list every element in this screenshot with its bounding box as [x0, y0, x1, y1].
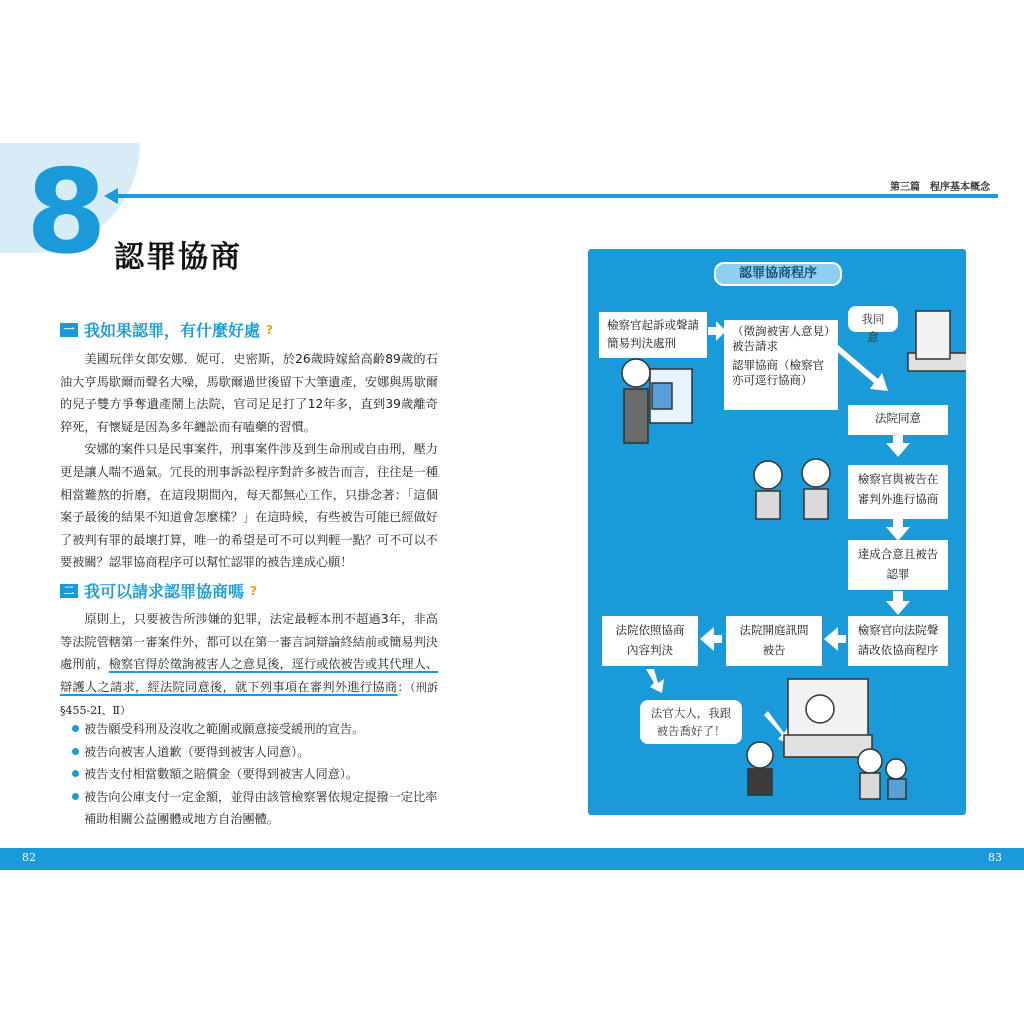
step-request-line1: （徵詢被害人意見）	[732, 324, 836, 338]
negotiation-illustration	[754, 459, 830, 519]
flowchart-graphics	[588, 249, 966, 815]
section2-heading-text: 我可以請求認罪協商嗎	[84, 582, 245, 601]
statute-citation: （刑訴§455-2Ⅰ、Ⅱ）	[60, 680, 439, 718]
section2-number: 二	[60, 584, 78, 598]
step-court-agree: 法院同意	[848, 405, 948, 435]
question-mark-icon: ?	[250, 583, 257, 598]
section2-paragraph	[60, 608, 438, 723]
page-number-right: 83	[988, 851, 1002, 864]
prosecutor-illustration	[622, 359, 692, 443]
section1-heading-text: 我如果認罪，有什麼好處	[84, 321, 261, 340]
list-item: 被告向公庫支付一定金額，並得由該管檢察署依規定提撥一定比率補助相關公益團體或地方自治團體。	[74, 786, 440, 831]
section-label: 第三篇 程序基本概念	[890, 182, 990, 193]
list-item: 被告願受科刑及沒收之範圍或願意接受緩刑的宣告。	[74, 718, 440, 741]
list-item: 被告支付相當數額之賠償金（要得到被害人同意）。	[74, 763, 440, 786]
step-court-judgment: 法院依照協商內容判決	[602, 616, 698, 666]
flowchart-title: 認罪協商程序	[714, 262, 842, 286]
chapter-number: 8	[26, 145, 107, 280]
footer-bar	[0, 848, 1024, 870]
step-request-line3: 認罪協商（檢察官亦可逕行協商）	[732, 358, 824, 387]
step-agreement-reached: 達成合意且被告認罪	[848, 540, 948, 590]
header-rule	[114, 194, 998, 198]
step-court-hearing: 法院開庭訊問被告	[726, 616, 822, 666]
section1-paragraph1: 美國玩伴女郎安娜．妮可．史密斯，於26歲時嫁給高齡89歲的石油大亨馬歇爾而聲名大噪，馬歇爾過世後留下大筆遺產，安娜與馬歇爾的兒子雙方爭奪遺產鬧上法院，官司足足打了12年多，直到39歲離奇猝死，有懷疑是因為多年纏訟而有嗑藥的習慣。	[60, 352, 438, 434]
section1-heading	[60, 318, 273, 341]
section1-number: 一	[60, 323, 78, 337]
list-item: 被告向被害人道歉（要得到被害人同意）。	[74, 741, 440, 764]
speech-bubble-defendant: 法官大人，我跟被告喬好了！	[640, 700, 742, 744]
section1-body	[60, 348, 438, 574]
judge-illustration-bottom	[784, 679, 872, 757]
judge-illustration-top	[908, 311, 966, 371]
section2-heading	[60, 579, 257, 602]
question-mark-icon: ?	[266, 322, 273, 337]
speech-bubble-agree: 我同意	[848, 306, 898, 332]
agreement-items-list	[74, 718, 440, 831]
chapter-title: 認罪協商	[114, 240, 242, 275]
step-request-line2: 被告請求	[732, 339, 778, 353]
step-apply-court: 檢察官向法院聲請改依協商程序	[848, 616, 948, 666]
section2-paragraph-part2: ：	[397, 679, 410, 694]
section2-body	[60, 608, 438, 723]
section1-paragraph2: 安娜的案件只是民事案件，刑事案件涉及到生命刑或自由刑，壓力更是讓人喘不過氣。冗長的刑事訴訟程序對許多被告而言，往往是一種相當難熬的折磨，在這段期間內，每天都無心工作，只掛念著：「這個案子最後的結果不知道會怎麼樣？」在這時候，有些被告可能已經做好了被判有罪的最壞打算，唯一的希望是可不可以判輕一點？可不可以不要被關？認罪協商程序可以幫忙認罪的被告達成心願！	[60, 442, 438, 570]
step-negotiate: 檢察官與被告在審判外進行協商	[848, 465, 948, 519]
page-number-left: 82	[22, 851, 36, 864]
section2-paragraph-underlined: 檢察官得於徵詢被害人之意見後，逕行或依被告或其代理人、辯護人之請求，經法院同意後，就下列事項在審判外進行協商	[60, 657, 439, 694]
step-prosecute: 檢察官起訴或聲請簡易判決處刑	[599, 312, 707, 358]
section2-paragraph-part1: 原則上，只要被告所涉嫌的犯罪，法定最輕本刑不超過3年，非高等法院管轄第一審案件外，都可以在第一審言詞辯論終結前或簡易判決處刑前，	[60, 612, 438, 672]
